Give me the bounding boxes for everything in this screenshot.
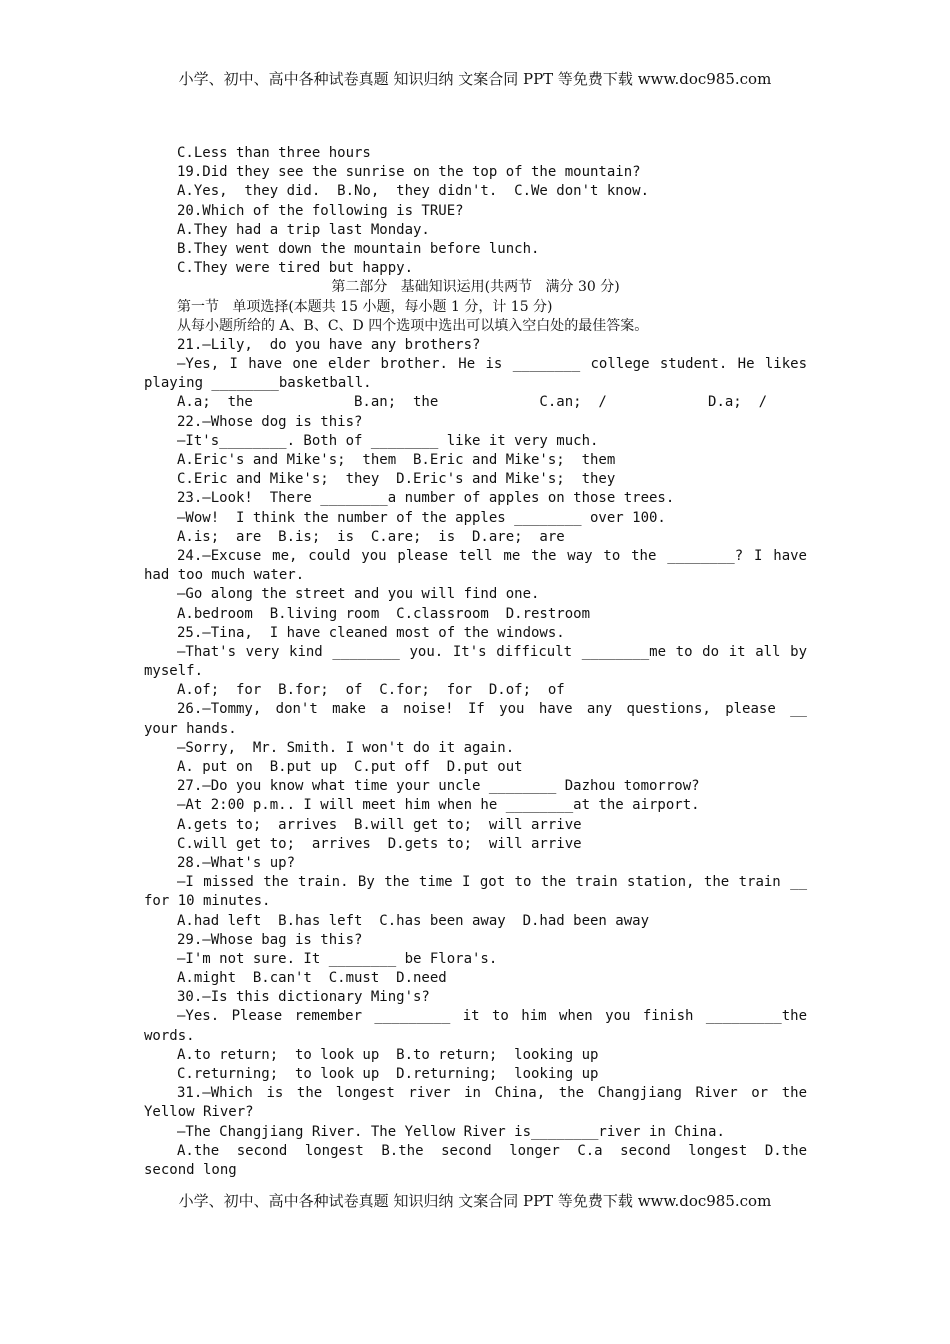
- question-30: 30.—Is this dictionary Ming's?: [177, 989, 430, 1006]
- options-21: A.a; the B.an; the C.an; / D.a; /: [177, 394, 768, 411]
- text-line: —At 2:00 p.m.. I will meet him when he ________at the airport.: [177, 797, 700, 814]
- question-27: 27.—Do you know what time your uncle ________ Dazhou tomorrow?: [177, 778, 700, 795]
- text-line: for 10 minutes.: [144, 893, 271, 910]
- options-19: A.Yes, they did. B.No, they didn't. C.We don't know.: [177, 183, 650, 200]
- text-line: —Yes. Please remember _________ it to him when you finish _________the: [177, 1008, 807, 1025]
- text-line: C.Less than three hours: [177, 145, 371, 161]
- text-line: —Sorry, Mr. Smith. I won't do it again.: [177, 739, 515, 756]
- options-27: C.will get to; arrives D.gets to; will arrive: [177, 835, 582, 852]
- question-28: 28.—What's up?: [177, 854, 296, 871]
- options-28: A.had left B.has left C.has been away D.had been away: [177, 912, 650, 929]
- text-line: —I missed the train. By the time I got to the train station, the train __: [177, 874, 807, 891]
- question-20: 20.Which of the following is TRUE?: [177, 202, 464, 219]
- subsection-heading: 第一节 单项选择(本题共 15 小题，每小题 1 分，计 15 分): [177, 298, 553, 315]
- options-30: A.to return; to look up B.to return; looking up: [177, 1046, 599, 1063]
- text-line: —The Changjiang River. The Yellow River is________river in China.: [177, 1123, 725, 1140]
- options-22: C.Eric and Mike's; they D.Eric's and Mike's; they: [177, 471, 616, 488]
- question-29: 29.—Whose bag is this?: [177, 931, 363, 948]
- question-31: 31.—Which is the longest river in China, the Changjiang River or the: [177, 1085, 807, 1102]
- text-line: —Go along the street and you will find one.: [177, 586, 540, 603]
- text-line: —That's very kind ________ you. It's difficult ________me to do it all by: [177, 643, 807, 660]
- question-22: 22.—Whose dog is this?: [177, 413, 363, 430]
- document-body: [144, 144, 807, 1180]
- options-31: second long: [144, 1161, 237, 1178]
- text-line: C.They were tired but happy.: [177, 260, 414, 277]
- section-heading: 第二部分 基础知识运用(共两节 满分 30 分): [331, 279, 620, 296]
- options-26: A. put on B.put up C.put off D.put out: [177, 759, 523, 775]
- text-line: —Yes, I have one elder brother. He is ________ college student. He likes: [177, 356, 807, 373]
- text-line: myself.: [144, 663, 204, 680]
- options-25: A.of; for B.for; of C.for; for D.of; of: [177, 682, 565, 699]
- question-21: 21.—Lily, do you have any brothers?: [177, 336, 481, 353]
- text-line: A.They had a trip last Monday.: [177, 221, 430, 238]
- options-29: A.might B.can't C.must D.need: [177, 970, 447, 987]
- question-24: 24.—Excuse me, could you please tell me the way to the ________? I have: [177, 547, 807, 564]
- options-31: A.the second longest B.the second longer C.a second longest D.the: [177, 1142, 807, 1159]
- question-26: 26.—Tommy, don't make a noise! If you have any questions, please __: [177, 701, 807, 718]
- text-line: had too much water.: [144, 567, 305, 584]
- options-23: A.is; are B.is; is C.are; is D.are; are: [177, 528, 565, 545]
- page-header: 小学、初中、高中各种试卷真题 知识归纳 文案合同 PPT 等免费下载 www.doc985.com: [178, 70, 772, 88]
- options-22: A.Eric's and Mike's; them B.Eric and Mike's; them: [177, 452, 616, 468]
- question-19: 19.Did they see the sunrise on the top of the mountain?: [177, 164, 641, 181]
- question-25: 25.—Tina, I have cleaned most of the windows.: [177, 624, 565, 641]
- question-23: 23.—Look! There ________a number of apples on those trees.: [177, 490, 675, 507]
- options-27: A.gets to; arrives B.will get to; will arrive: [177, 816, 582, 833]
- instructions: 从每小题所给的 A、B、C、D 四个选项中选出可以填入空白处的最佳答案。: [177, 317, 649, 334]
- text-line: words.: [144, 1027, 195, 1044]
- page-footer: 小学、初中、高中各种试卷真题 知识归纳 文案合同 PPT 等免费下载 www.doc985.com: [178, 1192, 772, 1210]
- text-line: Yellow River?: [144, 1104, 254, 1121]
- text-line: —Wow! I think the number of the apples ________ over 100.: [177, 509, 666, 526]
- options-24: A.bedroom B.living room C.classroom D.restroom: [177, 605, 591, 622]
- text-line: B.They went down the mountain before lunch.: [177, 240, 540, 257]
- text-line: —I'm not sure. It ________ be Flora's.: [177, 950, 498, 967]
- text-line: playing ________basketball.: [144, 375, 372, 392]
- text-line: —It's________. Both of ________ like it very much.: [177, 432, 599, 449]
- text-line: your hands.: [144, 720, 237, 737]
- options-30: C.returning; to look up D.returning; looking up: [177, 1066, 599, 1082]
